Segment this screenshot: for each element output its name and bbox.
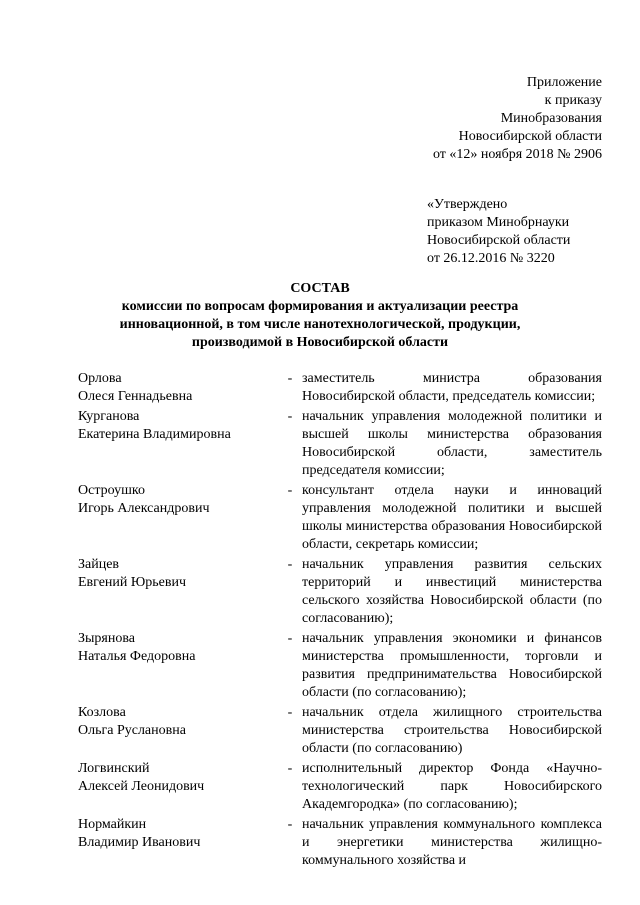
member-surname: Зырянова xyxy=(78,631,135,646)
member-name xyxy=(78,704,278,758)
appendix-line: Минобразования xyxy=(500,111,602,126)
member-dash: - xyxy=(287,557,293,572)
member-role: исполнительный директор Фонда «Научно-технологический парк Новосибирского Академгородка» (по согласованию); xyxy=(302,761,602,812)
member-role: начальник управления развития сельских территорий и инвестиций министерства сельского хозяйства Новосибирской области (по согласованию); xyxy=(302,557,602,626)
member-surname: Курганова xyxy=(78,409,140,424)
appendix-line: к приказу xyxy=(544,93,602,108)
member-dash: - xyxy=(287,631,293,646)
member-given-name: Алексей Леонидович xyxy=(78,779,205,794)
title-main: СОСТАВ xyxy=(290,281,350,296)
member-row xyxy=(78,408,603,480)
appendix-line: Новосибирской области xyxy=(458,129,602,144)
member-name xyxy=(78,370,278,406)
appendix-header xyxy=(433,74,602,164)
member-row xyxy=(78,482,603,554)
member-given-name: Владимир Иванович xyxy=(78,835,201,850)
member-role: начальник управления коммунального комплекса и энергетики министерства жилищно-коммунального хозяйства и xyxy=(302,817,602,868)
approval-line: от 26.12.2016 № 3220 xyxy=(427,251,555,266)
member-row xyxy=(78,556,603,628)
member-role: заместитель министра образования Новосибирской области, председатель комиссии; xyxy=(302,371,602,404)
member-dash: - xyxy=(287,705,293,720)
member-dash: - xyxy=(287,817,293,832)
member-row xyxy=(78,704,603,758)
approval-line: «Утверждено xyxy=(427,197,508,212)
member-row xyxy=(78,370,603,406)
member-name xyxy=(78,482,278,554)
member-dash: - xyxy=(287,371,293,386)
title-subtitle-line: производимой в Новосибирской области xyxy=(191,335,449,350)
member-given-name: Евгений Юрьевич xyxy=(78,575,187,590)
member-name xyxy=(78,408,278,480)
member-surname: Нормайкин xyxy=(78,817,147,832)
member-surname: Зайцев xyxy=(78,557,120,572)
member-surname: Логвинский xyxy=(78,761,150,776)
member-surname: Козлова xyxy=(78,705,126,720)
approval-line: Новосибирской области xyxy=(427,233,571,248)
member-given-name: Ольга Руслановна xyxy=(78,723,186,738)
member-given-name: Игорь Александрович xyxy=(78,501,210,516)
member-role: консультант отдела науки и инноваций управления молодежной политики и высшей школы министерства образования Новосибирской области, секретарь комиссии; xyxy=(302,483,602,552)
document-title xyxy=(60,280,580,352)
member-role: начальник отдела жилищного строительства министерства строительства Новосибирской области (по согласованию) xyxy=(302,705,602,756)
member-role: начальник управления экономики и финансов министерства промышленности, торговли и развития предпринимательства Новосибирской области (по согласованию); xyxy=(302,631,602,700)
title-subtitle-line: комиссии по вопросам формирования и актуализации реестра xyxy=(121,299,519,314)
member-name xyxy=(78,630,278,702)
member-role: начальник управления молодежной политики и высшей школы министерства образования Новосибирской области, заместитель председателя комиссии; xyxy=(302,409,602,478)
member-row xyxy=(78,630,603,702)
approval-line: приказом Минобрнауки xyxy=(427,215,570,230)
member-dash: - xyxy=(287,483,293,498)
member-surname: Орлова xyxy=(78,371,122,386)
approval-stamp xyxy=(427,196,570,268)
member-surname: Остроушко xyxy=(78,483,145,498)
member-name xyxy=(78,556,278,628)
member-row xyxy=(78,760,603,814)
member-name xyxy=(78,760,278,814)
member-given-name: Екатерина Владимировна xyxy=(78,427,231,442)
member-dash: - xyxy=(287,761,293,776)
title-subtitle-line: инновационной, в том числе нанотехнологической, продукции, xyxy=(119,317,521,332)
member-row xyxy=(78,816,603,870)
appendix-line: от «12» ноября 2018 № 2906 xyxy=(432,147,602,162)
member-name xyxy=(78,816,278,870)
member-given-name: Наталья Федоровна xyxy=(78,649,196,664)
appendix-line: Приложение xyxy=(526,75,602,90)
member-dash: - xyxy=(287,409,293,424)
member-given-name: Олеся Геннадьевна xyxy=(78,389,193,404)
commission-members-list xyxy=(78,370,603,872)
